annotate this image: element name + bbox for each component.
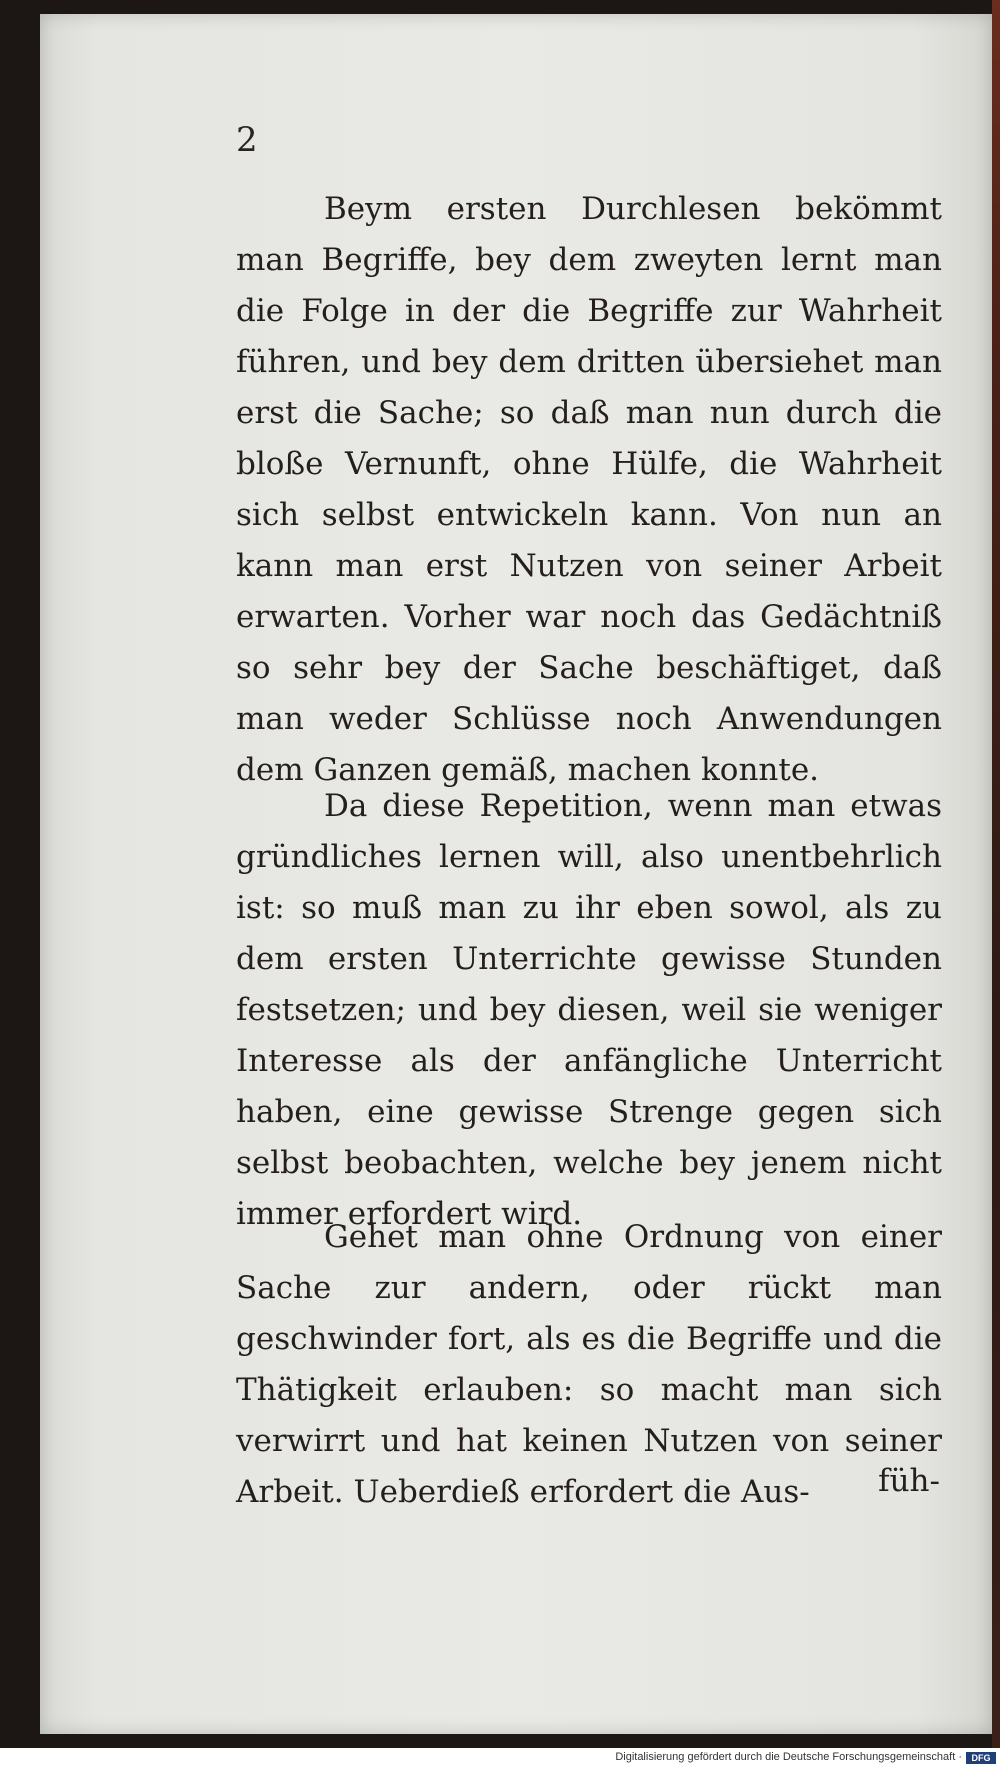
paragraph-3: Gehet man ohne Ordnung von einer Sache zur andern, oder rückt man geschwinder fort, als es die Begriffe und die Thätigkeit erlauben: so macht man sich verwirrt und hat keinen Nutzen von seiner Arbeit. Ueberdieß erfordert die Aus- xyxy=(236,1219,942,1510)
dfg-logo: DFG xyxy=(966,1752,996,1764)
paragraph-1: Beym ersten Durchlesen bekömmt man Begriffe, bey dem zweyten lernt man die Folge in der die Begriffe zur Wahrheit führen, und bey dem dritten übersiehet man erst die Sache; so daß man nun durch die bloße Vernunft, ohne Hülfe, die Wahrheit sich selbst entwickeln kann. Von nun an kann man erst Nutzen von seiner Arbeit erwarten. Vorher war noch das Gedächtniß so sehr bey der Sache beschäftiget, daß man weder Schlüsse noch Anwendungen dem Ganzen gemäß, machen konnte. xyxy=(236,191,942,788)
catchword: füh- xyxy=(878,1463,940,1499)
footer-credit: Digitalisierung gefördert durch die Deutsche Forschungsgemeinschaft · xyxy=(615,1751,962,1763)
book-edge xyxy=(992,0,1000,1748)
page-number: 2 xyxy=(236,120,258,160)
footer xyxy=(0,1748,1000,1769)
paragraph-2: Da diese Repetition, wenn man etwas gründliches lernen will, also unentbehrlich ist: so muß man zu ihr eben sowol, als zu dem ersten Unterrichte gewisse Stunden festsetzen; und bey diesen, weil sie weniger Interesse als der anfängliche Unterricht haben, eine gewisse Strenge gegen sich selbst beobachten, welche bey jenem nicht immer erfordert wird. xyxy=(236,788,942,1232)
